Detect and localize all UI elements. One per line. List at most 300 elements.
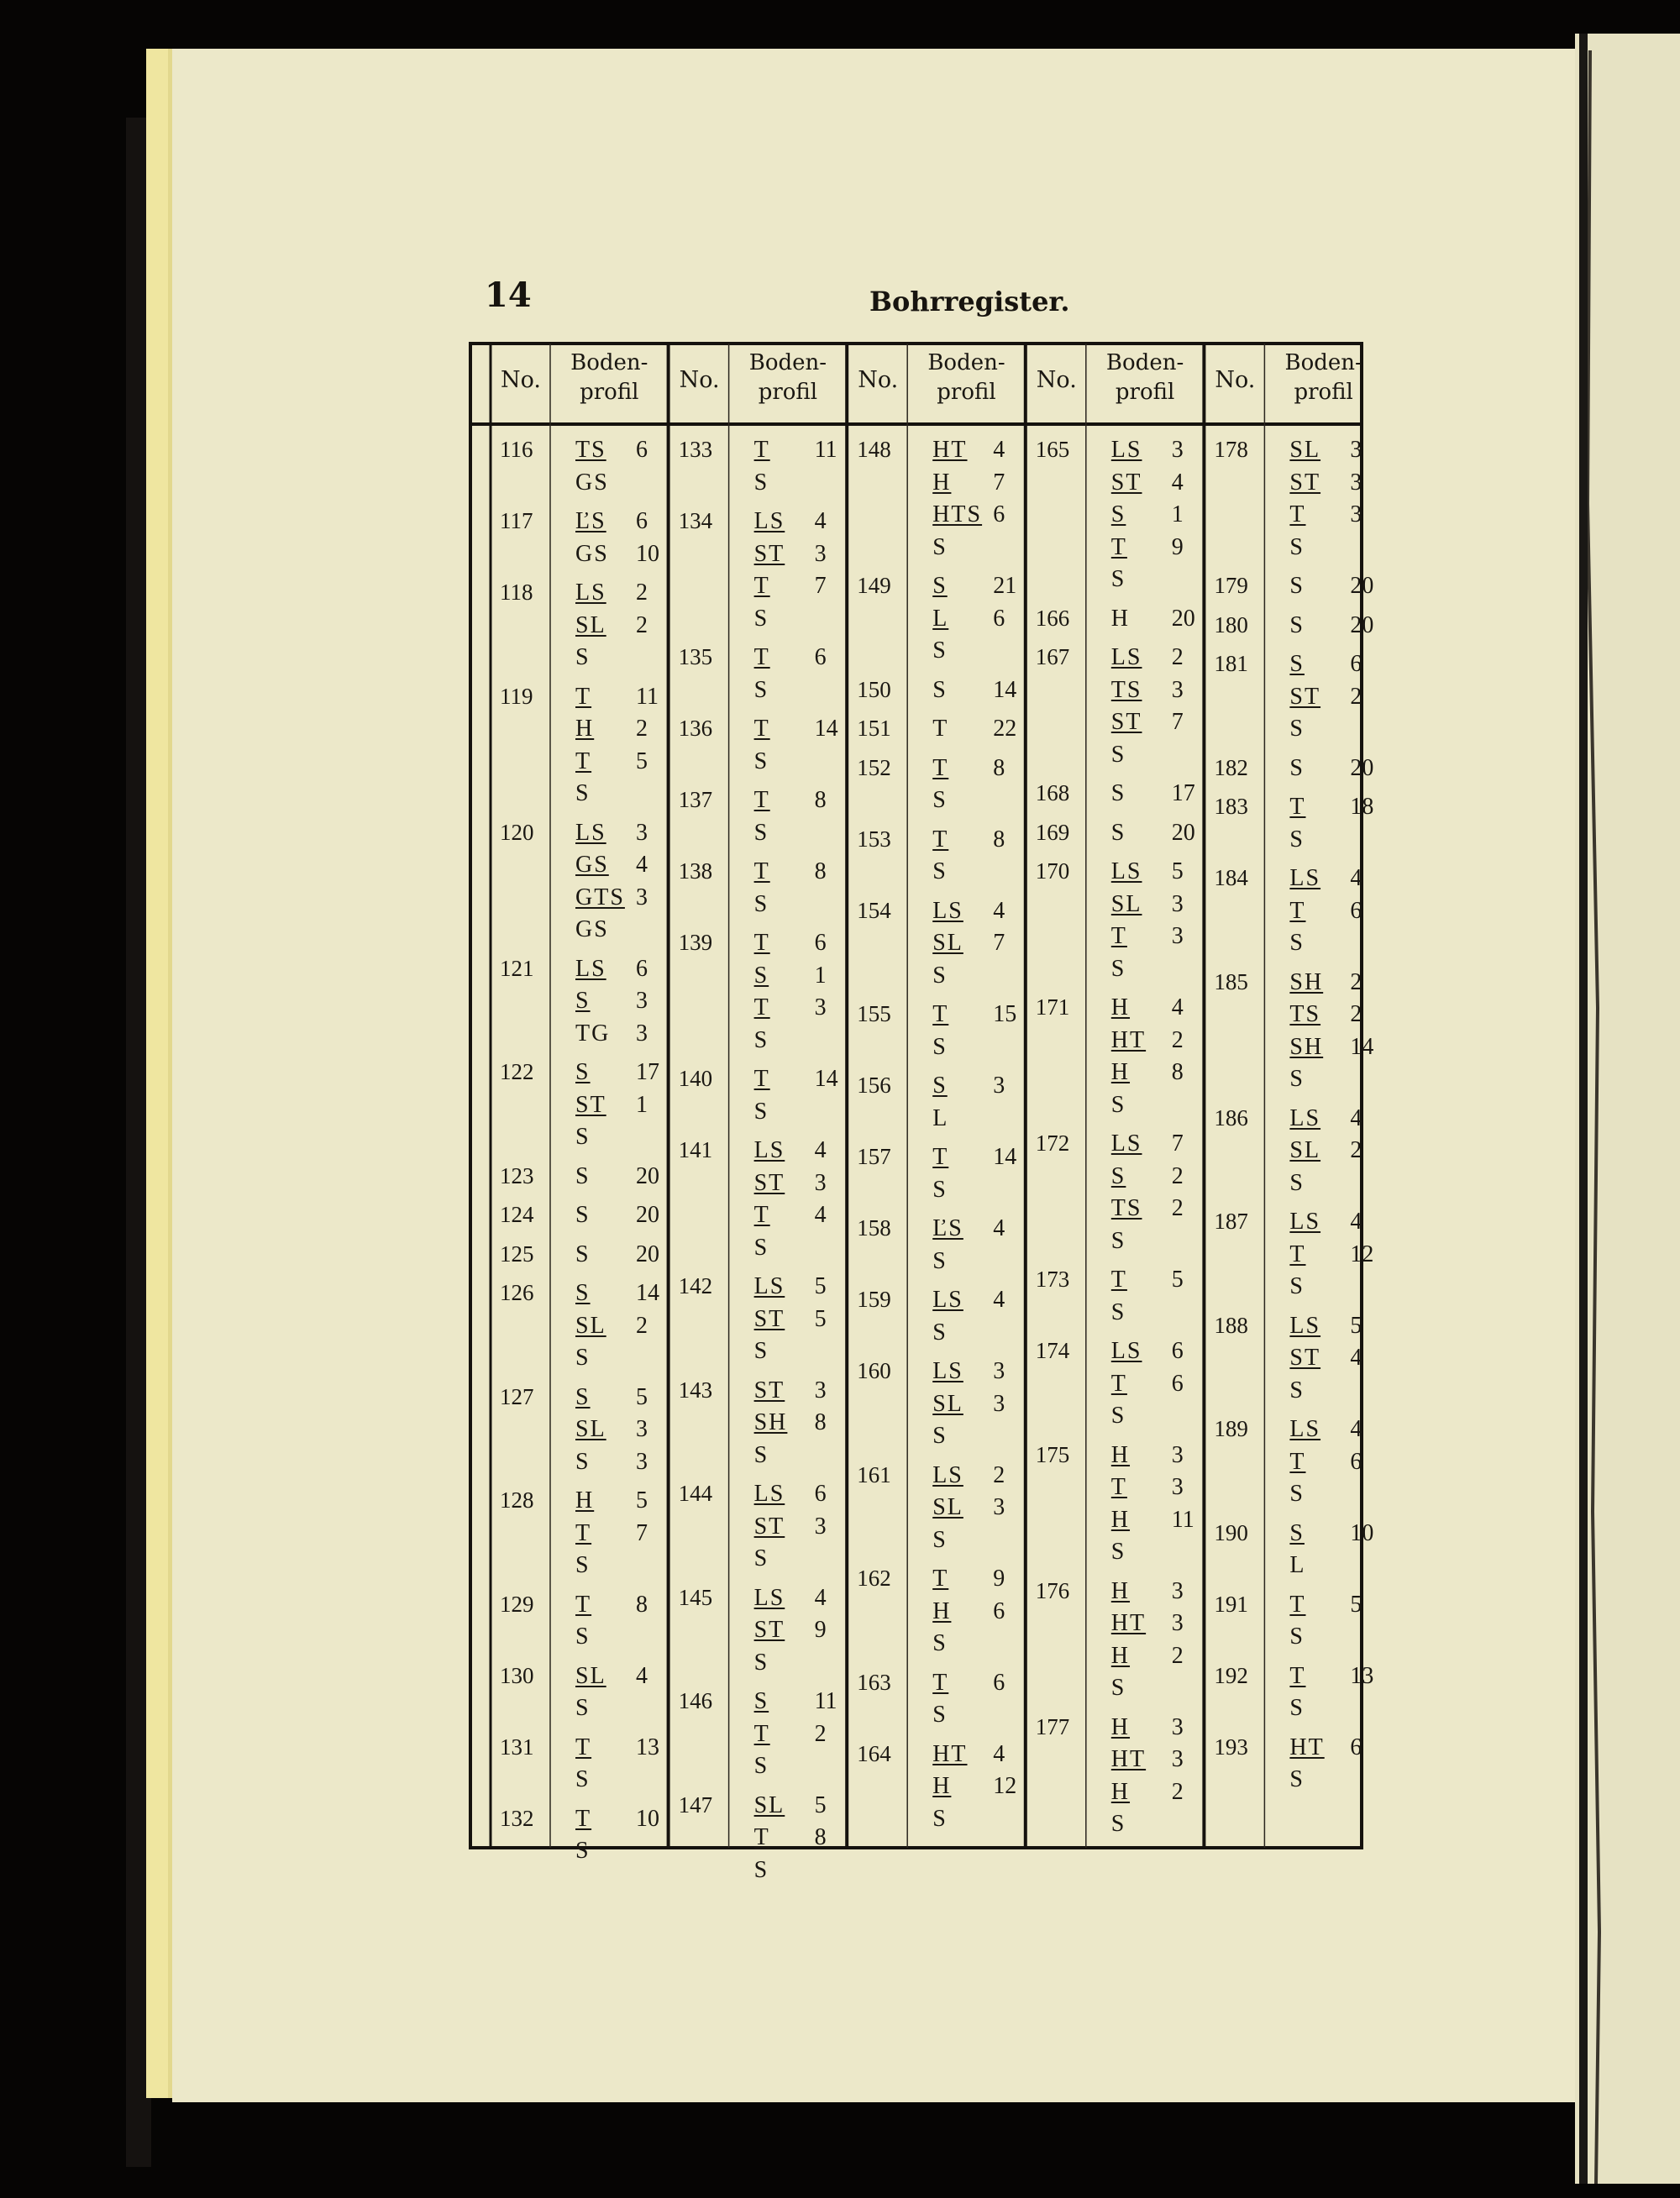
profile-layer [932, 1001, 1016, 1028]
profile-layer [1289, 437, 1362, 464]
soil-symbol: S [1289, 651, 1305, 677]
soil-symbol: S [932, 676, 948, 703]
profile-layer [1111, 1811, 1163, 1838]
profile-layer [575, 916, 627, 943]
soil-symbol: LS [932, 1358, 963, 1384]
soil-symbol: S [1289, 1766, 1305, 1792]
soil-symbol: S [575, 1202, 591, 1228]
profile-layer [1111, 1442, 1184, 1469]
layer-thickness: 5 [1350, 1312, 1362, 1339]
soil-symbol: LS [575, 955, 606, 982]
profile-layer [1111, 956, 1163, 983]
soil-symbol: T [753, 787, 770, 813]
soil-symbol: GS [575, 540, 609, 567]
entry-number: 152 [857, 754, 891, 780]
profile-layer [575, 1020, 648, 1047]
soil-symbol: S [753, 1098, 769, 1125]
profile-layer [1289, 1345, 1362, 1372]
soil-symbol: LS [1110, 858, 1142, 884]
layer-thickness: 4 [814, 508, 827, 534]
soil-symbol: T [1289, 1662, 1306, 1689]
profile-layer [575, 508, 648, 535]
soil-symbol: S [932, 1526, 948, 1553]
profile-layer [754, 787, 827, 814]
soil-symbol: S [932, 1073, 948, 1099]
layer-thickness: 3 [1171, 1441, 1184, 1468]
profile-layer [1289, 1066, 1341, 1093]
profile-layer [754, 1481, 827, 1508]
profile-layer [932, 858, 984, 885]
profile-layer [754, 930, 827, 957]
entry-number: 127 [500, 1383, 534, 1409]
profile-layer [754, 1688, 837, 1715]
profile-layer [1111, 1403, 1163, 1429]
profile-layer [1289, 1663, 1373, 1690]
soil-symbol: S [932, 1033, 948, 1060]
profile-layer [754, 994, 827, 1021]
header-line: profil [758, 380, 818, 406]
entry-number: 140 [678, 1066, 713, 1091]
layer-thickness: 2 [1171, 1195, 1184, 1221]
layer-thickness: 3 [636, 988, 648, 1014]
profile-layer [1111, 858, 1184, 885]
entry-number: 167 [1035, 644, 1070, 669]
soil-symbol: S [575, 1241, 591, 1267]
profile-layer [754, 606, 806, 632]
layer-thickness: 2 [1171, 644, 1184, 670]
profile-layer [1289, 1209, 1362, 1235]
layer-thickness: 4 [1350, 1416, 1362, 1442]
layer-thickness: 6 [1171, 1370, 1184, 1397]
entry-number: 146 [678, 1688, 713, 1713]
layer-thickness: 8 [814, 1409, 827, 1435]
profile-layer [1111, 1746, 1184, 1773]
profile-layer [1111, 742, 1163, 769]
soil-symbol: HT [1289, 1734, 1325, 1760]
soil-symbol: S [575, 1448, 591, 1475]
profile-layer [1289, 534, 1341, 561]
profile-layer [754, 820, 806, 847]
entry-number: 117 [500, 508, 533, 533]
layer-thickness: 6 [814, 1481, 827, 1507]
profile-layer [932, 1034, 984, 1061]
profile-layer [1111, 1578, 1184, 1605]
soil-symbol: TS [575, 437, 606, 463]
layer-thickness: 2 [636, 580, 648, 606]
soil-symbol: H [1110, 1778, 1131, 1805]
layer-thickness: 2 [1350, 683, 1362, 710]
profile-layer [1111, 1092, 1163, 1119]
column-header-profile [1086, 349, 1205, 407]
soil-symbol: S [753, 1856, 769, 1883]
entry-number: 128 [500, 1487, 534, 1513]
profile-layer [1289, 1001, 1362, 1028]
profile-layer [1111, 1474, 1184, 1501]
soil-symbol: HT [932, 437, 968, 463]
soil-symbol: SL [575, 1416, 606, 1442]
profile-layer [932, 1630, 984, 1657]
layer-thickness: 21 [993, 573, 1017, 599]
profile-layer [754, 1170, 827, 1197]
profile-layer [575, 1345, 627, 1372]
entry-number: 132 [500, 1805, 534, 1831]
profile-layer [575, 1384, 648, 1411]
soil-symbol: SH [753, 1409, 788, 1435]
layer-thickness: 10 [636, 540, 659, 567]
entry-number: 143 [678, 1377, 713, 1403]
profile-layer [575, 1766, 627, 1793]
soil-symbol: SL [932, 1494, 963, 1520]
profile-layer [754, 1650, 806, 1676]
entry-number: 147 [678, 1791, 713, 1818]
profile-layer [1289, 1520, 1373, 1547]
profile-layer [754, 1513, 827, 1540]
soil-symbol: S [575, 1345, 591, 1371]
entry-number: 181 [1214, 651, 1248, 676]
column-header-no: No. [1215, 367, 1256, 393]
soil-symbol: SL [575, 611, 606, 638]
layer-thickness: 1 [1171, 501, 1184, 527]
profile-layer [575, 988, 648, 1015]
profile-layer [932, 1670, 1005, 1697]
layer-thickness: 2 [1171, 1026, 1184, 1053]
entry-number: 184 [1214, 865, 1248, 890]
soil-symbol: ST [753, 1305, 785, 1332]
soil-symbol: S [753, 676, 769, 703]
soil-symbol: H [1110, 1642, 1131, 1669]
soil-symbol: HTS [932, 501, 983, 527]
soil-symbol: HT [1110, 1610, 1147, 1636]
entry-number: 166 [1035, 605, 1070, 631]
profile-layer [754, 1202, 827, 1229]
entry-number: 192 [1214, 1662, 1248, 1688]
profile-layer [575, 1520, 648, 1547]
entry-number: 124 [500, 1202, 534, 1227]
soil-symbol: S [1110, 566, 1126, 592]
entry-number: 193 [1214, 1734, 1248, 1760]
column-header-profile [729, 349, 848, 407]
layer-thickness: 11 [1171, 1506, 1194, 1533]
profile-layer [932, 1566, 1005, 1592]
soil-symbol: H [1110, 605, 1131, 632]
soil-symbol: LS [932, 1461, 963, 1488]
profile-layer [754, 963, 827, 989]
soil-symbol: H [1110, 1577, 1131, 1604]
layer-thickness: 4 [1350, 1345, 1362, 1371]
soil-symbol: T [1289, 1448, 1306, 1475]
soil-symbol: S [1289, 716, 1305, 742]
soil-symbol: H [932, 1773, 952, 1799]
soil-symbol: L [932, 605, 949, 632]
soil-symbol: T [1110, 1267, 1127, 1293]
soil-symbol: T [1110, 533, 1127, 560]
layer-thickness: 20 [1350, 754, 1374, 781]
soil-symbol: ST [753, 540, 785, 567]
soil-symbol: LS [1110, 1130, 1142, 1157]
soil-symbol: S [1110, 1162, 1126, 1189]
profile-layer [1289, 470, 1362, 496]
profile-layer [1111, 1228, 1163, 1255]
profile-layer [1111, 1059, 1184, 1086]
soil-symbol: T [932, 1001, 949, 1027]
soil-symbol: H [1110, 994, 1131, 1020]
profile-layer [754, 1545, 806, 1572]
profile-layer [575, 1838, 627, 1865]
profile-layer [575, 1059, 659, 1086]
soil-symbol: S [753, 1688, 769, 1714]
profile-layer [575, 1734, 659, 1761]
soil-symbol: S [1110, 1675, 1126, 1701]
column-header-no: No. [858, 367, 899, 393]
entry-number: 126 [500, 1280, 534, 1305]
entry-number: 136 [678, 716, 713, 741]
profile-layer [575, 1487, 648, 1514]
profile-layer [575, 437, 648, 464]
layer-thickness: 3 [1350, 437, 1362, 463]
layer-thickness: 4 [1171, 469, 1184, 496]
soil-symbol: SL [1289, 437, 1321, 463]
soil-symbol: S [932, 1176, 948, 1203]
soil-symbol: S [932, 1630, 948, 1656]
soil-symbol: SL [753, 1791, 785, 1818]
layer-thickness: 2 [814, 1720, 827, 1747]
entry-number: 121 [500, 955, 534, 981]
profile-layer [575, 1124, 627, 1151]
profile-layer [1289, 930, 1341, 957]
soil-symbol: S [1289, 611, 1305, 638]
soil-symbol: T [575, 1591, 592, 1618]
soil-symbol: S [1110, 501, 1126, 527]
soil-symbol: T [575, 1734, 592, 1760]
layer-thickness: 6 [1350, 1448, 1362, 1475]
layer-thickness: 20 [636, 1241, 659, 1267]
profile-layer [932, 1423, 984, 1450]
profile-layer [1289, 716, 1341, 742]
profile-layer [754, 891, 806, 918]
soil-symbol: ST [1289, 683, 1321, 710]
profile-layer [1111, 1371, 1184, 1398]
profile-layer [932, 755, 1005, 782]
layer-thickness: 7 [636, 1519, 648, 1546]
layer-thickness: 9 [993, 1566, 1005, 1592]
entry-number: 119 [500, 683, 533, 709]
layer-thickness: 10 [636, 1805, 659, 1832]
layer-thickness: 4 [814, 1584, 827, 1611]
soil-symbol: ST [1289, 469, 1321, 496]
soil-symbol: TS [1289, 1001, 1321, 1027]
layer-thickness: 4 [1350, 1209, 1362, 1235]
entry-number: 164 [857, 1740, 891, 1766]
soil-symbol: T [753, 1202, 770, 1228]
soil-symbol: S [1289, 1066, 1305, 1092]
header-line: Boden- [927, 350, 1005, 375]
layer-thickness: 3 [1171, 1746, 1184, 1772]
layer-thickness: 2 [1350, 1001, 1362, 1027]
soil-symbol: LS [1110, 1338, 1142, 1364]
entry-number: 160 [857, 1358, 891, 1383]
profile-layer [575, 470, 627, 496]
profile-layer [575, 780, 627, 807]
entry-number: 130 [500, 1662, 534, 1688]
soil-symbol: S [932, 1247, 948, 1274]
soil-symbol: S [753, 1026, 769, 1053]
layer-thickness: 2 [636, 611, 648, 638]
layer-thickness: 6 [636, 437, 648, 463]
layer-thickness: 7 [993, 469, 1005, 496]
profile-layer [1289, 1313, 1362, 1340]
soil-symbol: S [1289, 754, 1305, 781]
soil-symbol: T [753, 1720, 770, 1747]
soil-symbol: S [575, 1624, 591, 1650]
soil-symbol: GS [575, 469, 609, 496]
layer-thickness: 4 [636, 852, 648, 878]
soil-symbol: T [753, 1824, 770, 1850]
soil-symbol: HT [1110, 1746, 1147, 1772]
soil-symbol: GS [575, 916, 609, 942]
profile-layer [932, 501, 1005, 528]
column-header-no: No. [501, 367, 541, 393]
soil-symbol: T [1110, 1474, 1127, 1500]
soil-symbol: S [753, 962, 769, 989]
profile-layer [932, 1248, 984, 1275]
soil-symbol: LS [753, 1273, 785, 1299]
profile-layer [754, 748, 806, 775]
layer-thickness: 3 [1350, 501, 1362, 527]
profile-layer [932, 716, 1016, 742]
header-line: profil [1115, 380, 1175, 406]
column-header-profile [1264, 349, 1383, 407]
profile-layer [754, 1027, 806, 1054]
profile-layer [1111, 501, 1184, 528]
column-header-no: No. [1036, 367, 1077, 393]
profile-layer [575, 1092, 648, 1119]
layer-thickness: 3 [636, 1448, 648, 1475]
profile-layer [1111, 1130, 1184, 1157]
layer-thickness: 20 [1171, 819, 1195, 846]
soil-symbol: T [1110, 1370, 1127, 1397]
entry-number: 139 [678, 930, 713, 955]
soil-symbol: S [932, 573, 948, 599]
profile-layer [932, 1358, 1005, 1385]
entry-number: 156 [857, 1073, 891, 1098]
profile-layer [754, 1235, 806, 1262]
soil-symbol: H [575, 1487, 595, 1513]
layer-thickness: 2 [636, 716, 648, 742]
soil-symbol: GS [575, 852, 609, 878]
soil-symbol: H [932, 469, 952, 496]
soil-symbol: SL [575, 1662, 606, 1689]
profile-layer [932, 470, 1005, 496]
soil-symbol: ST [1110, 709, 1142, 735]
header-line: Boden- [1284, 350, 1362, 375]
profile-layer [1111, 1267, 1184, 1293]
profile-layer [932, 437, 1005, 464]
profile-layer [754, 1338, 806, 1365]
entry-number: 154 [857, 897, 891, 923]
profile-layer [932, 1287, 1005, 1314]
layer-thickness: 3 [993, 1073, 1005, 1099]
layer-thickness: 6 [814, 644, 827, 670]
layer-thickness: 14 [993, 1144, 1017, 1170]
profile-layer [754, 1442, 806, 1469]
layer-thickness: 6 [636, 508, 648, 534]
entry-number: 175 [1035, 1441, 1070, 1467]
profile-layer [1289, 1241, 1373, 1268]
profile-layer [575, 541, 659, 568]
soil-symbol: LS [1289, 865, 1321, 891]
profile-layer [1289, 1449, 1362, 1476]
entry-number: 163 [857, 1669, 891, 1695]
profile-layer [932, 1073, 1005, 1099]
soil-symbol: T [753, 644, 770, 670]
soil-symbol: S [753, 1234, 769, 1261]
soil-symbol: ST [1110, 469, 1142, 496]
soil-symbol: T [1289, 794, 1306, 820]
soil-symbol: S [575, 780, 591, 806]
layer-thickness: 9 [814, 1617, 827, 1643]
profile-layer [932, 1773, 1016, 1800]
soil-symbol: S [932, 637, 948, 664]
profile-layer [1289, 755, 1373, 782]
soil-symbol: S [932, 1423, 948, 1449]
header-line: Boden- [570, 350, 648, 375]
entry-number: 120 [500, 819, 534, 845]
profile-layer [575, 956, 648, 983]
profile-layer [932, 1741, 1005, 1768]
soil-symbol: LS [932, 897, 963, 924]
entry-number: 123 [500, 1162, 534, 1188]
profile-layer [1111, 1539, 1163, 1566]
entry-number: 170 [1035, 858, 1070, 884]
profile-layer [575, 1552, 627, 1579]
layer-thickness: 14 [636, 1280, 659, 1306]
profile-layer [1289, 1592, 1362, 1618]
layer-thickness: 4 [814, 1137, 827, 1163]
entry-number: 183 [1214, 794, 1248, 819]
profile-layer [932, 606, 1005, 632]
soil-symbol: T [753, 930, 770, 956]
entry-number: 173 [1035, 1267, 1070, 1292]
entry-number: 138 [678, 858, 713, 884]
profile-layer [754, 573, 827, 600]
soil-symbol: TG [575, 1020, 611, 1047]
soil-symbol: S [1110, 780, 1126, 806]
profile-layer [932, 787, 984, 814]
layer-thickness: 1 [814, 962, 827, 989]
entry-number: 172 [1035, 1130, 1070, 1156]
profile-layer [1289, 1170, 1341, 1197]
layer-thickness: 4 [993, 1740, 1005, 1767]
soil-symbol: LS [1110, 644, 1142, 670]
profile-layer [932, 1702, 984, 1728]
profile-layer [1289, 865, 1362, 892]
layer-thickness: 4 [636, 1662, 648, 1689]
soil-symbol: ST [753, 1169, 785, 1196]
entry-number: 165 [1035, 437, 1070, 462]
soil-symbol: L [932, 1104, 949, 1131]
soil-symbol: S [1110, 1227, 1126, 1254]
profile-layer [1289, 501, 1362, 528]
profile-layer [932, 1215, 1005, 1242]
layer-thickness: 3 [1171, 437, 1184, 463]
soil-symbol: H [1110, 1506, 1131, 1533]
entry-number: 171 [1035, 994, 1070, 1020]
soil-symbol: H [1110, 1059, 1131, 1085]
layer-thickness: 6 [993, 501, 1005, 527]
soil-symbol: SL [1110, 890, 1142, 917]
soil-symbol: S [932, 858, 948, 884]
profile-layer [575, 1592, 648, 1618]
